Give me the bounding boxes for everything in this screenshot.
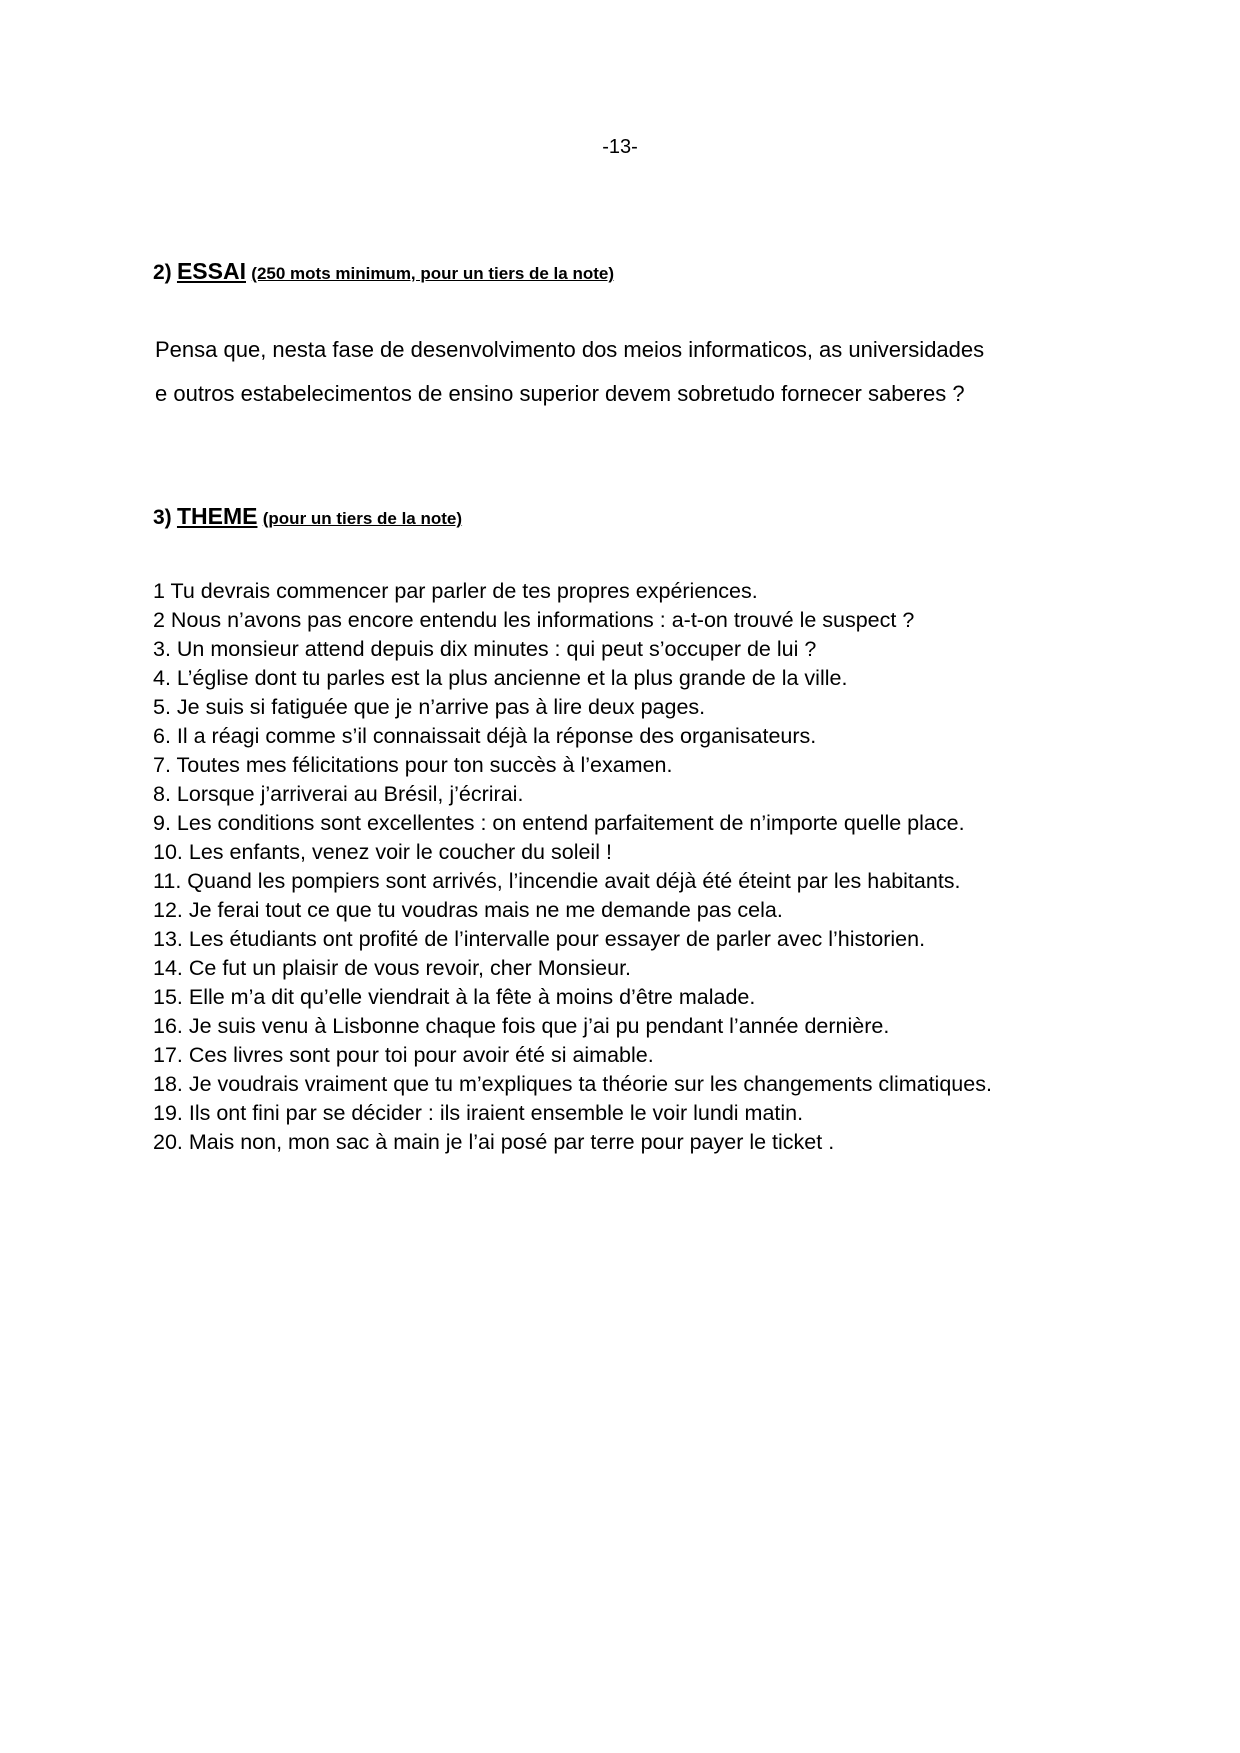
theme-sentence: 20. Mais non, mon sac à main je l’ai posé par terre pour payer le ticket . xyxy=(153,1130,835,1154)
theme-sentence: 3. Un monsieur attend depuis dix minutes : qui peut s’occuper de lui ? xyxy=(153,637,817,661)
essai-prompt xyxy=(155,328,1155,416)
essai-note: (250 mots minimum, pour un tiers de la note) xyxy=(251,264,615,283)
theme-note: (pour un tiers de la note) xyxy=(262,509,463,528)
essai-prompt-line: e outros estabelecimentos de ensino superior devem sobretudo fornecer saberes ? xyxy=(155,381,965,406)
theme-heading xyxy=(153,503,462,530)
theme-sentence: 12. Je ferai tout ce que tu voudras mais ne me demande pas cela. xyxy=(153,898,783,922)
theme-number: 3) xyxy=(153,506,172,529)
essai-number: 2) xyxy=(153,261,172,284)
theme-sentence-list xyxy=(153,577,1113,1157)
theme-sentence: 15. Elle m’a dit qu’elle viendrait à la fête à moins d’être malade. xyxy=(153,985,756,1009)
theme-sentence: 1 Tu devrais commencer par parler de tes propres expériences. xyxy=(153,579,758,603)
theme-sentence: 14. Ce fut un plaisir de vous revoir, cher Monsieur. xyxy=(153,956,632,980)
theme-sentence: 2 Nous n’avons pas encore entendu les informations : a-t-on trouvé le suspect ? xyxy=(153,608,915,632)
essai-heading xyxy=(153,258,614,285)
theme-sentence: 7. Toutes mes félicitations pour ton succès à l’examen. xyxy=(153,753,673,777)
theme-sentence: 4. L’église dont tu parles est la plus ancienne et la plus grande de la ville. xyxy=(153,666,848,690)
essai-title: ESSAI xyxy=(176,258,246,284)
theme-sentence: 5. Je suis si fatiguée que je n’arrive pas à lire deux pages. xyxy=(153,695,706,719)
theme-sentence: 16. Je suis venu à Lisbonne chaque fois que j’ai pu pendant l’année dernière. xyxy=(153,1014,890,1038)
theme-sentence: 6. Il a réagi comme s’il connaissait déjà la réponse des organisateurs. xyxy=(153,724,817,748)
theme-sentence: 8. Lorsque j’arriverai au Brésil, j’écrirai. xyxy=(153,782,524,806)
theme-sentence: 10. Les enfants, venez voir le coucher du soleil ! xyxy=(153,840,612,864)
page-number: -13- xyxy=(602,136,638,158)
theme-sentence: 9. Les conditions sont excellentes : on entend parfaitement de n’importe quelle place. xyxy=(153,811,965,835)
theme-sentence: 18. Je voudrais vraiment que tu m’expliques ta théorie sur les changements climatiques. xyxy=(153,1072,992,1096)
theme-sentence: 17. Ces livres sont pour toi pour avoir été si aimable. xyxy=(153,1043,654,1067)
theme-sentence: 19. Ils ont fini par se décider : ils iraient ensemble le voir lundi matin. xyxy=(153,1101,804,1125)
theme-sentence: 13. Les étudiants ont profité de l’intervalle pour essayer de parler avec l’historien. xyxy=(153,927,926,951)
essai-prompt-line: Pensa que, nesta fase de desenvolvimento dos meios informaticos, as universidades xyxy=(155,337,985,362)
theme-title: THEME xyxy=(176,503,258,529)
theme-sentence: 11. Quand les pompiers sont arrivés, l’incendie avait déjà été éteint par les habitants. xyxy=(153,869,961,893)
